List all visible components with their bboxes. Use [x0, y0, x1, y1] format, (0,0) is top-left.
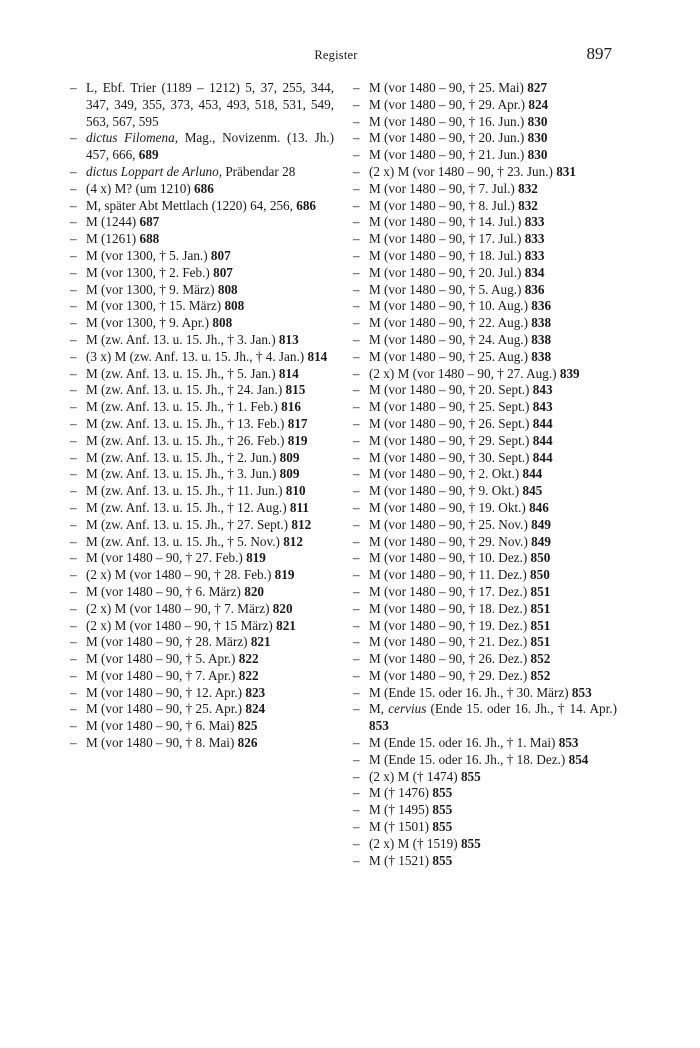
page-header — [60, 44, 612, 68]
entry-page-ref: 823 — [245, 684, 266, 700]
entry-page-ref: 816 — [281, 399, 301, 415]
index-entry — [353, 567, 617, 584]
entry-text: M (zw. Anf. 13. u. 15. Jh., † 5. Nov.) — [86, 533, 284, 549]
index-entry — [353, 198, 617, 215]
entry-text: M (vor 1480 – 90, † 24. Aug.) — [369, 331, 532, 347]
entry-page-ref: 814 — [307, 348, 328, 364]
entry-text: M (vor 1480 – 90, † 6. März) — [86, 583, 245, 599]
entry-text: M (vor 1480 – 90, † 8. Mai) — [86, 735, 238, 751]
entry-text: (2 x) M (vor 1480 – 90, † 27. Aug.) — [369, 365, 560, 381]
entry-page-ref: 838 — [531, 331, 552, 347]
entry-page-ref: 831 — [556, 163, 576, 179]
entry-text: M (vor 1480 – 90, † 25. Apr.) — [86, 701, 246, 717]
index-entry — [353, 634, 617, 651]
index-entry — [70, 433, 334, 450]
entry-text: (4 x) M? (um 1210) — [86, 180, 195, 196]
entry-page-ref: 821 — [250, 634, 271, 650]
entry-page-ref: 852 — [530, 667, 551, 683]
entry-page-ref: 844 — [532, 449, 553, 465]
entry-text: M (vor 1480 – 90, † 18. Jul.) — [369, 247, 525, 263]
entry-text: (2 x) M († 1474) — [369, 768, 461, 784]
index-entry — [353, 584, 617, 601]
entry-text: M (vor 1480 – 90, † 14. Jul.) — [369, 214, 525, 230]
entry-text: M (Ende 15. oder 16. Jh., † 1. Mai) — [369, 735, 559, 751]
entry-page-ref: 830 — [527, 147, 548, 163]
entry-page-ref: 844 — [532, 432, 553, 448]
entry-text: M (zw. Anf. 13. u. 15. Jh., † 5. Jan.) — [86, 365, 279, 381]
entry-text: Präbendar 28 — [222, 163, 296, 179]
index-entry — [70, 332, 334, 349]
index-entry — [70, 651, 334, 668]
entry-text: M († 1476) — [369, 785, 433, 801]
entry-text: M (vor 1480 – 90, † 17. Jul.) — [369, 231, 525, 247]
entry-text: (2 x) M (vor 1480 – 90, † 23. Jun.) — [369, 163, 557, 179]
index-entry — [353, 685, 617, 702]
entry-page-ref: 833 — [524, 214, 545, 230]
entry-page-ref: 843 — [532, 382, 553, 398]
entry-text: (3 x) M (zw. Anf. 13. u. 15. Jh., † 4. Jan.) — [86, 348, 308, 364]
entry-page-ref: 836 — [531, 298, 552, 314]
entry-page-ref: 844 — [532, 415, 553, 431]
entry-page-ref: 815 — [285, 382, 306, 398]
index-entry — [70, 282, 334, 299]
entry-page-ref: 808 — [212, 315, 233, 331]
index-entry — [353, 668, 617, 685]
entry-page-ref: 855 — [432, 802, 453, 818]
entry-page-ref: 686 — [194, 180, 214, 196]
index-entry — [353, 735, 617, 752]
entry-page-ref: 855 — [432, 819, 453, 835]
index-entry — [353, 265, 617, 282]
index-entry — [353, 466, 617, 483]
index-entry — [70, 618, 334, 635]
index-entry — [70, 130, 334, 164]
entry-page-ref: 855 — [432, 852, 453, 868]
entry-page-ref: 849 — [531, 533, 551, 549]
index-entry — [70, 466, 334, 483]
index-entry — [70, 483, 334, 500]
entry-page-ref: 688 — [139, 231, 160, 247]
entry-page-ref: 844 — [522, 466, 543, 482]
index-entry — [70, 668, 334, 685]
entry-text: M (vor 1300, † 2. Feb.) — [86, 264, 214, 280]
entry-text: M (vor 1480 – 90, † 7. Jul.) — [369, 180, 519, 196]
entry-text: M (zw. Anf. 13. u. 15. Jh., † 3. Jan.) — [86, 331, 279, 347]
entry-page-ref: 851 — [530, 634, 551, 650]
entry-text: M (vor 1480 – 90, † 12. Apr.) — [86, 684, 246, 700]
entry-page-ref: 855 — [460, 768, 481, 784]
entry-text: M (vor 1480 – 90, † 8. Jul.) — [369, 197, 519, 213]
index-entry — [70, 399, 334, 416]
index-entry — [353, 651, 617, 668]
entry-page-ref: 825 — [237, 718, 258, 734]
index-entry — [353, 382, 617, 399]
index-entry — [70, 718, 334, 735]
index-entry — [353, 214, 617, 231]
entry-text: M (zw. Anf. 13. u. 15. Jh., † 26. Feb.) — [86, 432, 288, 448]
entry-text: M (vor 1480 – 90, † 2. Okt.) — [369, 466, 523, 482]
index-entry — [353, 80, 617, 97]
entry-text: M (Ende 15. oder 16. Jh., † 30. März) — [369, 684, 572, 700]
entry-text: M (vor 1480 – 90, † 11. Dez.) — [369, 567, 531, 583]
entry-page-ref: 814 — [278, 365, 299, 381]
entry-page-ref: 838 — [531, 348, 552, 364]
index-column-left — [70, 80, 334, 752]
index-entry — [353, 416, 617, 433]
entry-text: M (1261) — [86, 231, 140, 247]
entry-text: M (vor 1480 – 90, † 26. Sept.) — [369, 415, 533, 431]
entry-text: (2 x) M († 1519) — [369, 835, 461, 851]
entry-page-ref: 689 — [138, 147, 159, 163]
index-entry — [353, 298, 617, 315]
entry-page-ref: 809 — [279, 449, 300, 465]
entry-text: M († 1501) — [369, 819, 433, 835]
entry-text: M (vor 1480 – 90, † 20. Jun.) — [369, 130, 528, 146]
entry-text: M (zw. Anf. 13. u. 15. Jh., † 13. Feb.) — [86, 415, 288, 431]
index-entry — [70, 315, 334, 332]
entry-text: M (vor 1480 – 90, † 25. Mai) — [369, 80, 528, 95]
entry-text: M (vor 1480 – 90, † 22. Aug.) — [369, 315, 532, 331]
entry-page-ref: 821 — [276, 617, 296, 633]
index-entry — [353, 517, 617, 534]
entry-text: M (vor 1300, † 15. März) — [86, 298, 225, 314]
entry-text: M, — [369, 701, 389, 717]
entry-text: M (vor 1480 – 90, † 20. Jul.) — [369, 264, 525, 280]
index-entry — [353, 231, 617, 248]
index-entry — [70, 685, 334, 702]
index-entry — [353, 164, 617, 181]
entry-text: M (zw. Anf. 13. u. 15. Jh., † 11. Jun.) — [86, 483, 286, 499]
entry-text: M (vor 1300, † 9. Apr.) — [86, 315, 213, 331]
index-entry — [353, 819, 617, 836]
index-entry — [353, 836, 617, 853]
entry-page-ref: 850 — [530, 567, 550, 583]
entry-page-ref: 830 — [527, 113, 548, 129]
entry-page-ref: 687 — [139, 214, 160, 230]
entry-text: M, später Abt Mettlach (1220) 64, 256, — [86, 197, 297, 213]
index-entry — [70, 634, 334, 651]
index-entry — [70, 231, 334, 248]
index-entry — [70, 601, 334, 618]
entry-page-ref: 827 — [527, 80, 548, 95]
entry-italic-text: cervius — [388, 701, 427, 717]
entry-page-ref: 807 — [210, 247, 231, 263]
entry-page-ref: 822 — [238, 667, 259, 683]
entry-text: (Ende 15. oder 16. Jh., † 14. Apr.) — [426, 701, 618, 717]
entry-page-ref: 836 — [524, 281, 545, 297]
entry-text: M (vor 1480 – 90, † 30. Sept.) — [369, 449, 533, 465]
index-entry — [353, 315, 617, 332]
entry-text: M (vor 1480 – 90, † 25. Aug.) — [369, 348, 532, 364]
entry-page-ref: 808 — [224, 298, 245, 314]
entry-text: M (vor 1480 – 90, † 16. Jun.) — [369, 113, 528, 129]
entry-page-ref: 812 — [291, 516, 312, 532]
entry-page-ref: 817 — [287, 415, 308, 431]
entry-page-ref: 820 — [272, 600, 293, 616]
index-entry — [353, 785, 617, 802]
entry-page-ref: 834 — [524, 264, 545, 280]
index-entry — [353, 147, 617, 164]
index-entry — [353, 181, 617, 198]
index-entry — [353, 349, 617, 366]
entry-page-ref: 813 — [278, 331, 299, 347]
index-column-right — [353, 80, 617, 869]
entry-text: M (vor 1480 – 90, † 6. Mai) — [86, 718, 238, 734]
entry-text: M (vor 1300, † 5. Jan.) — [86, 247, 211, 263]
entry-page-ref: 822 — [238, 651, 259, 667]
entry-text: M (vor 1480 – 90, † 18. Dez.) — [369, 600, 531, 616]
entry-page-ref: 819 — [274, 567, 295, 583]
entry-text: M (vor 1480 – 90, † 28. März) — [86, 634, 251, 650]
index-entry — [70, 701, 334, 718]
index-entry — [353, 769, 617, 786]
index-entry — [70, 416, 334, 433]
entry-page-ref: 824 — [528, 96, 549, 112]
entry-page-ref: 851 — [530, 583, 551, 599]
index-entry — [353, 701, 617, 735]
index-entry — [353, 752, 617, 769]
entry-text: M (vor 1480 – 90, † 29. Apr.) — [369, 96, 529, 112]
index-entry — [70, 382, 334, 399]
index-entry — [70, 248, 334, 265]
entry-text: M (Ende 15. oder 16. Jh., † 18. Dez.) — [369, 751, 569, 767]
entry-page-ref: 826 — [237, 735, 258, 751]
entry-page-ref: 811 — [289, 499, 309, 515]
entry-page-ref: 810 — [285, 483, 306, 499]
entry-text: M (vor 1480 – 90, † 9. Okt.) — [369, 483, 523, 499]
entry-page-ref: 833 — [524, 231, 545, 247]
entry-page-ref: 845 — [522, 483, 543, 499]
index-entry — [353, 450, 617, 467]
entry-text: (2 x) M (vor 1480 – 90, † 15 März) — [86, 617, 277, 633]
index-entry — [353, 618, 617, 635]
index-entry — [353, 500, 617, 517]
index-entry — [70, 500, 334, 517]
index-entry — [353, 534, 617, 551]
entry-text: M (zw. Anf. 13. u. 15. Jh., † 12. Aug.) — [86, 499, 290, 515]
entry-text: M (zw. Anf. 13. u. 15. Jh., † 1. Feb.) — [86, 399, 282, 415]
entry-page-ref: 854 — [568, 751, 589, 767]
index-entry — [70, 164, 334, 181]
entry-text: M (vor 1480 – 90, † 19. Okt.) — [369, 499, 530, 515]
entry-page-ref: 853 — [369, 718, 389, 734]
index-entry — [353, 601, 617, 618]
entry-text: (2 x) M (vor 1480 – 90, † 28. Feb.) — [86, 567, 275, 583]
entry-text: M (zw. Anf. 13. u. 15. Jh., † 3. Jun.) — [86, 466, 280, 482]
index-entry — [353, 550, 617, 567]
entry-text: M (vor 1480 – 90, † 21. Jun.) — [369, 147, 528, 163]
index-entry — [70, 214, 334, 231]
index-entry — [70, 80, 334, 130]
index-entry — [70, 567, 334, 584]
index-entry — [353, 114, 617, 131]
entry-page-ref: 855 — [460, 835, 481, 851]
entry-text: M († 1521) — [369, 852, 433, 868]
index-entry — [353, 248, 617, 265]
entry-text: M (vor 1300, † 9. März) — [86, 281, 218, 297]
entry-text: M († 1495) — [369, 802, 433, 818]
entry-text: M (zw. Anf. 13. u. 15. Jh., † 2. Jun.) — [86, 449, 280, 465]
entry-text: M (vor 1480 – 90, † 25. Sept.) — [369, 399, 533, 415]
entry-page-ref: 809 — [279, 466, 300, 482]
entry-text: M (vor 1480 – 90, † 19. Dez.) — [369, 617, 531, 633]
index-entry — [353, 483, 617, 500]
entry-page-ref: 855 — [432, 785, 453, 801]
entry-text: M (vor 1480 – 90, † 5. Apr.) — [86, 651, 239, 667]
entry-italic-text: dictus Loppart de Arluno, — [86, 163, 223, 179]
running-head: Register — [314, 48, 358, 62]
index-entry — [70, 450, 334, 467]
entry-page-ref: 853 — [571, 684, 592, 700]
entry-text: M (1244) — [86, 214, 140, 230]
entry-text: M (zw. Anf. 13. u. 15. Jh., † 27. Sept.) — [86, 516, 292, 532]
entry-text: M (vor 1480 – 90, † 7. Apr.) — [86, 667, 239, 683]
entry-text: M (vor 1480 – 90, † 25. Nov.) — [369, 516, 532, 532]
entry-page-ref: 853 — [558, 735, 579, 751]
index-entry — [70, 366, 334, 383]
entry-page-ref: 851 — [530, 617, 551, 633]
index-entry — [70, 298, 334, 315]
index-entry — [70, 265, 334, 282]
index-entry — [70, 584, 334, 601]
entry-text: (2 x) M (vor 1480 – 90, † 7. März) — [86, 600, 273, 616]
entry-page-ref: 850 — [530, 550, 551, 566]
entry-page-ref: 843 — [532, 399, 553, 415]
index-entry — [70, 550, 334, 567]
entry-text: M (vor 1480 – 90, † 29. Dez.) — [369, 667, 531, 683]
entry-italic-text: dictus Filomena, — [86, 130, 179, 146]
entry-text: M (vor 1480 – 90, † 29. Nov.) — [369, 533, 532, 549]
index-entry — [70, 198, 334, 215]
index-entry — [353, 853, 617, 870]
index-entry — [70, 349, 334, 366]
entry-text: M (vor 1480 – 90, † 29. Sept.) — [369, 432, 533, 448]
entry-text: L, Ebf. Trier (1189 – 1212) 5, 37, 255, 344, 347, 349, 355, 373, 453, 493, 518, 531, 549, 563, 567, 595 — [86, 80, 334, 129]
entry-text: Mag., Novizenm. (13. Jh.) 457, 666, — [86, 130, 334, 163]
index-entry — [70, 534, 334, 551]
entry-page-ref: 819 — [287, 432, 308, 448]
index-entry — [353, 366, 617, 383]
entry-text: M (vor 1480 – 90, † 5. Aug.) — [369, 281, 525, 297]
entry-page-ref: 686 — [296, 197, 317, 213]
index-entry — [353, 802, 617, 819]
entry-page-ref: 846 — [529, 499, 549, 515]
entry-text: M (zw. Anf. 13. u. 15. Jh., † 24. Jan.) — [86, 382, 286, 398]
index-entry — [70, 735, 334, 752]
entry-text: M (vor 1480 – 90, † 27. Feb.) — [86, 550, 247, 566]
page-number: 897 — [586, 44, 612, 63]
entry-text: M (vor 1480 – 90, † 20. Sept.) — [369, 382, 533, 398]
entry-page-ref: 832 — [518, 180, 538, 196]
entry-text: M (vor 1480 – 90, † 10. Dez.) — [369, 550, 531, 566]
entry-page-ref: 852 — [530, 651, 551, 667]
entry-text: M (vor 1480 – 90, † 26. Dez.) — [369, 651, 531, 667]
index-entry — [353, 97, 617, 114]
entry-page-ref: 820 — [244, 583, 265, 599]
index-entry — [353, 130, 617, 147]
entry-page-ref: 833 — [524, 247, 545, 263]
entry-text: M (vor 1480 – 90, † 17. Dez.) — [369, 583, 531, 599]
entry-page-ref: 830 — [527, 130, 548, 146]
index-entry — [353, 433, 617, 450]
entry-page-ref: 812 — [283, 533, 303, 549]
entry-page-ref: 808 — [217, 281, 238, 297]
index-entry — [353, 332, 617, 349]
entry-text: M (vor 1480 – 90, † 10. Aug.) — [369, 298, 532, 314]
index-entry — [353, 399, 617, 416]
entry-page-ref: 849 — [531, 516, 551, 532]
entry-page-ref: 851 — [530, 600, 551, 616]
index-entry — [353, 282, 617, 299]
entry-text: M (vor 1480 – 90, † 21. Dez.) — [369, 634, 531, 650]
index-entry — [70, 517, 334, 534]
entry-page-ref: 807 — [213, 264, 233, 280]
entry-page-ref: 819 — [246, 550, 266, 566]
entry-page-ref: 832 — [518, 197, 538, 213]
entry-page-ref: 838 — [531, 315, 552, 331]
index-entry — [70, 181, 334, 198]
entry-page-ref: 824 — [245, 701, 266, 717]
entry-page-ref: 839 — [559, 365, 580, 381]
